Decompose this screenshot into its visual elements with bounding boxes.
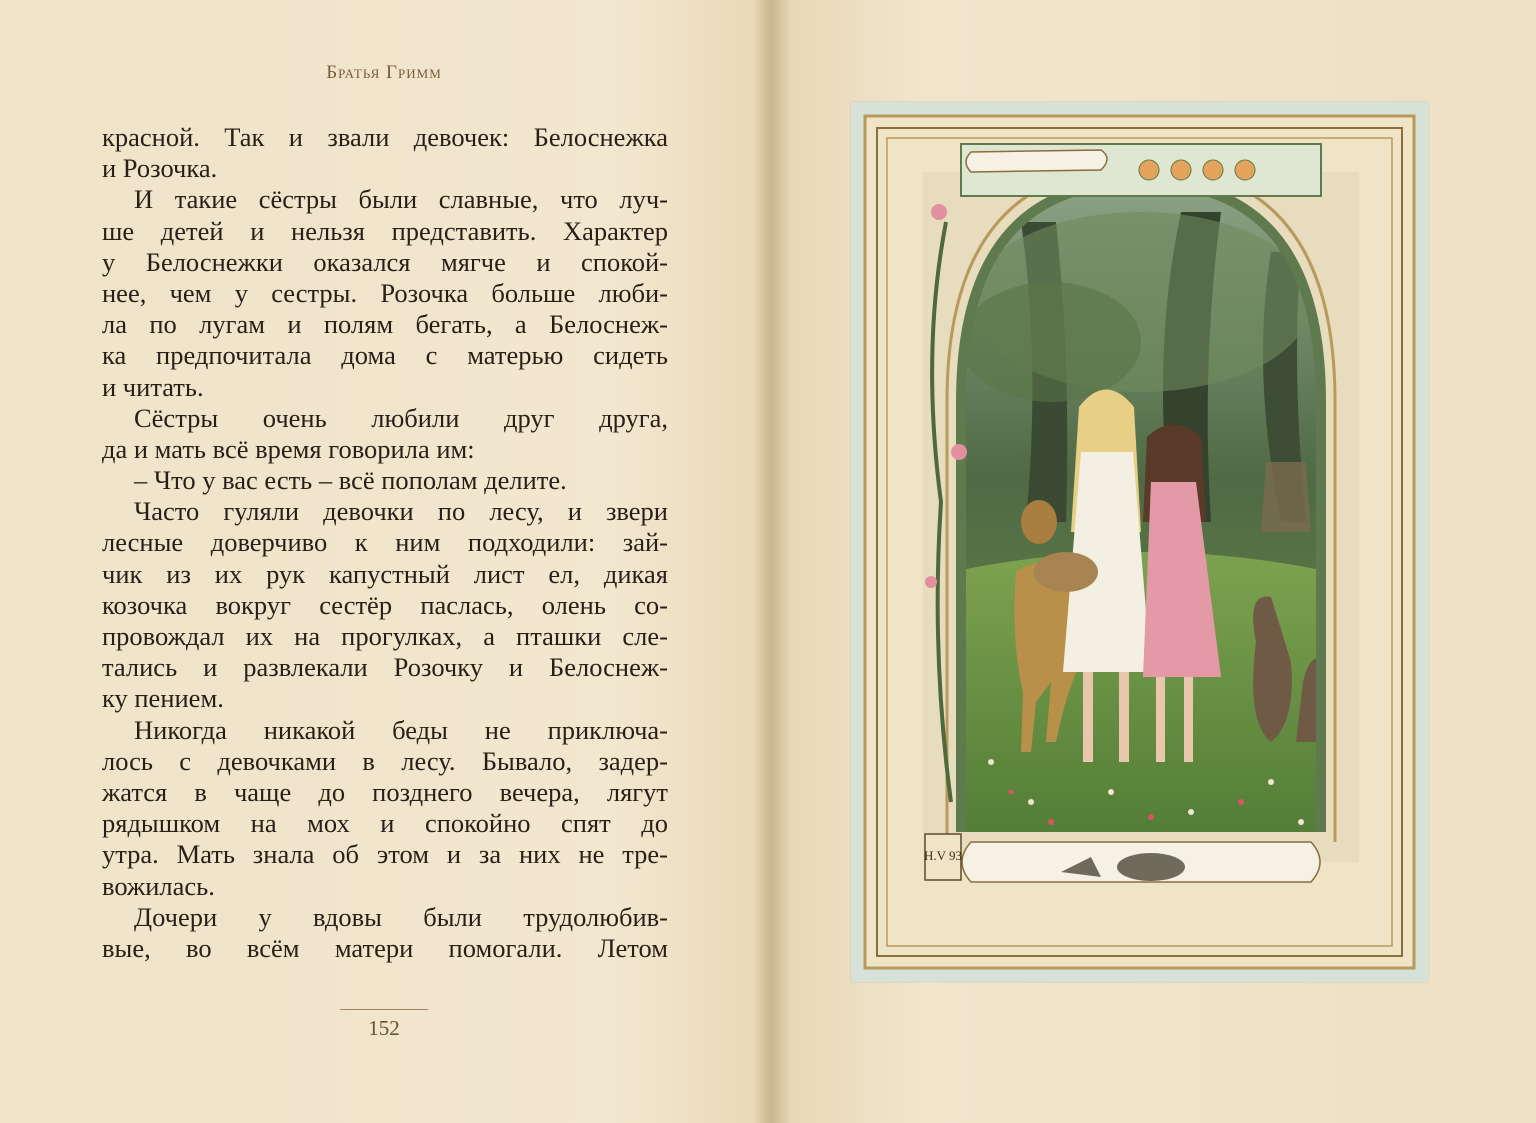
folio-rule bbox=[340, 1009, 428, 1010]
text-line: жатся в чаще до позднего вечера, лягут bbox=[102, 776, 668, 807]
text-line: вожилась. bbox=[102, 870, 215, 901]
illustration-art bbox=[851, 102, 1428, 982]
text-line: тались и развлекали Розочку и Белоснеж- bbox=[102, 652, 668, 683]
text-line: лесные доверчиво к ним подходили: зай- bbox=[102, 527, 668, 558]
basket bbox=[1034, 552, 1098, 592]
text-line: красной. Так и звали девочек: Белоснежка bbox=[102, 122, 668, 152]
text-line: вые, во всём матери помогали. Летом bbox=[102, 932, 668, 963]
text-line: ка предпочитала дома с матерью сидеть bbox=[102, 340, 668, 371]
text-line: Дочери у вдовы были трудолюбив- bbox=[134, 901, 668, 932]
bottom-animal bbox=[1117, 853, 1185, 881]
body-text bbox=[102, 122, 668, 964]
text-line: провождал их на прогулках, а пташки сле- bbox=[102, 621, 668, 651]
text-line: Сёстры очень любили друг друга, bbox=[134, 402, 668, 433]
text-line: рядышком на мох и спокойно спят до bbox=[102, 808, 668, 839]
text-line: и читать. bbox=[102, 371, 204, 402]
text-line: И такие сёстры были славные, что луч- bbox=[134, 184, 668, 215]
text-line: – Что у вас есть – всё пополам делите. bbox=[134, 465, 567, 496]
text-line: ку пением. bbox=[102, 683, 224, 714]
text-line: лось с девочками в лесу. Бывало, задер- bbox=[102, 745, 668, 776]
forest-scene bbox=[951, 172, 1336, 862]
text-line: у Белоснежки оказался мягче и спокой- bbox=[102, 246, 668, 277]
top-banner bbox=[966, 150, 1107, 172]
illustration-plate bbox=[851, 102, 1428, 982]
text-line: ла по лугам и полям бегать, а Белоснеж- bbox=[102, 309, 668, 340]
text-line: нее, чем у сестры. Розочка больше люби- bbox=[102, 277, 668, 308]
page-number: 152 bbox=[368, 1016, 400, 1040]
monogram-text: H.V 93 bbox=[923, 848, 963, 863]
right-page bbox=[768, 0, 1536, 1123]
text-line: и Розочка. bbox=[102, 153, 218, 184]
text-line: чик из их рук капустный лист ел, дикая bbox=[102, 558, 668, 589]
background-deer bbox=[1261, 462, 1311, 532]
text-line: козочка вокруг сестёр паслась, олень со- bbox=[102, 589, 668, 620]
text-line: ше детей и нельзя представить. Характер bbox=[102, 215, 668, 246]
text-line: Никогда никакой беды не приключа- bbox=[134, 714, 668, 745]
text-line: утра. Мать знала об этом и за них не тре- bbox=[102, 839, 668, 870]
running-head: Братья Гримм bbox=[326, 62, 442, 83]
text-line: Часто гуляли девочки по лесу, и звери bbox=[134, 496, 668, 527]
text-line: да и мать всё время говорила им: bbox=[102, 433, 475, 464]
